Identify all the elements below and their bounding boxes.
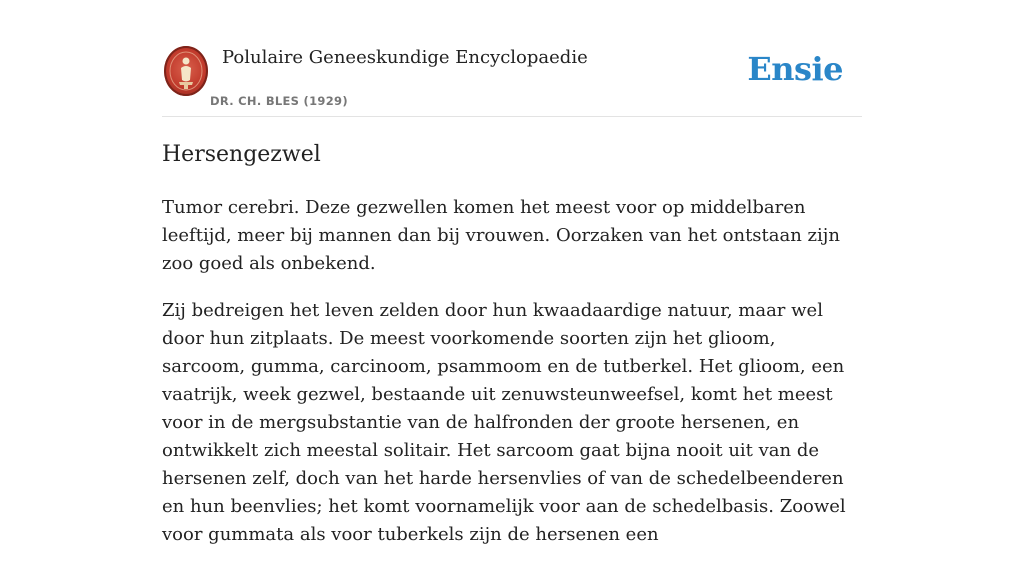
article [162,140,862,568]
article-paragraph: Zij bedreigen het leven zelden door hun kwaadaardige natuur, maar wel door hun zitplaats. De meest voorkomende soorten zijn het glioom, sarcoom, gumma, carcinoom, psammoom en de tutberkel. Het glioom, een vaatrijk, week gezwel, bestaande uit zenuwsteunweefsel, komt het meest voor in de mergsubstantie van de halfronden der groote hersenen, en ontwikkelt zich meestal solitair. Het sarcoom gaat bijna nooit uit van de hersenen zelf, doch van het harde hersenvlies of van de schedelbeenderen en hun beenvlies; het komt voornamelijk voor aan de schedelbasis. Zoowel voor gummata als voor tuberkels zijn de hersenen een [162,300,846,545]
book-title[interactable]: Polulaire Geneeskundige Encyclopaedie [222,47,588,68]
brand-logo-link[interactable]: Ensie [747,50,843,88]
logo-figure-icon [164,46,208,96]
article-paragraph: Tumor cerebri. Deze gezwellen komen het meest voor op middelbaren leeftijd, meer bij mannen dan bij vrouwen. Oorzaken van het ontstaan zijn zoo goed als onbekend. [162,197,840,274]
encyclopedia-logo-icon[interactable] [164,46,208,96]
header [162,44,862,117]
book-author: DR. CH. BLES (1929) [210,94,348,108]
article-title: Hersengezwel [162,142,321,167]
